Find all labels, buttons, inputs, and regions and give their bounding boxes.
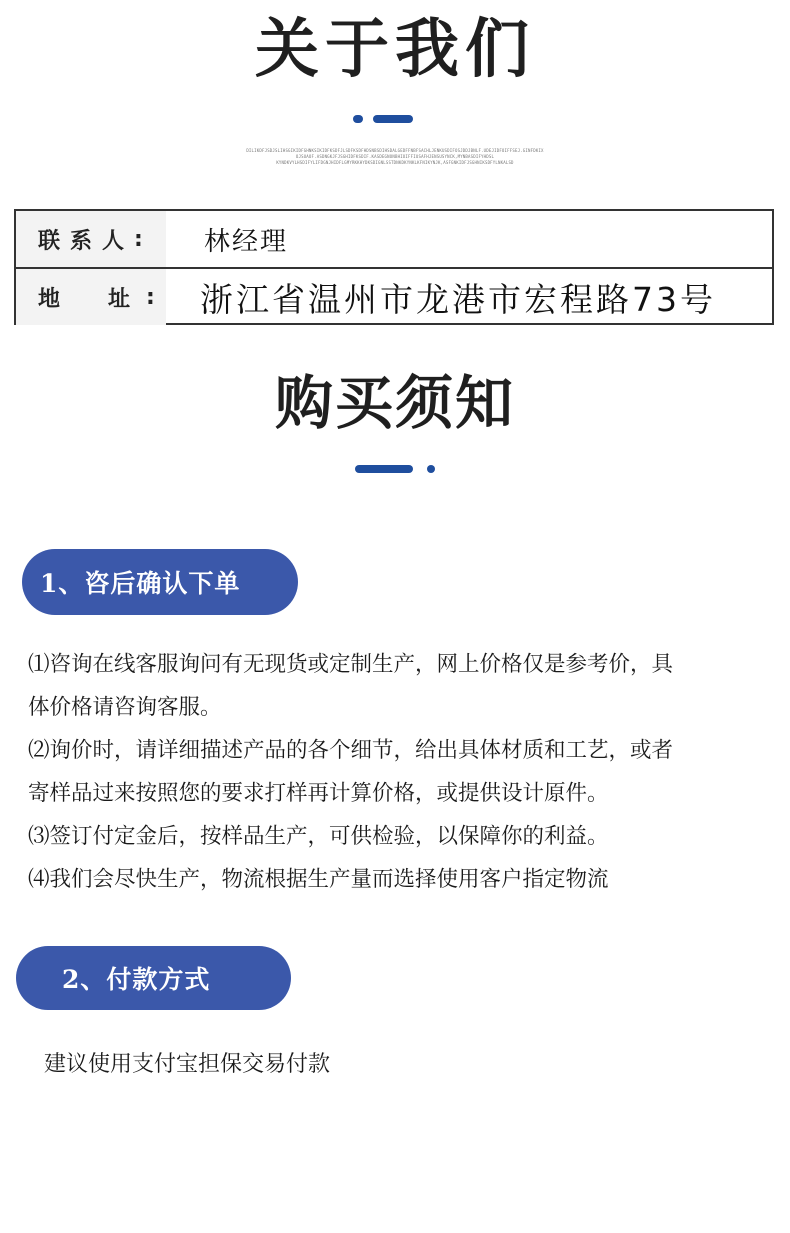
payment-text: 建议使用支付宝担保交易付款	[44, 1052, 331, 1077]
order-step-line: 体价格请咨询客服。	[28, 695, 222, 720]
order-steps	[28, 643, 773, 901]
section-heading-payment: 2、付款方式	[16, 946, 291, 1010]
about-title: 关于我们	[255, 13, 535, 87]
address-value: 浙江省温州市龙港市宏程路73号	[200, 279, 716, 319]
order-step-line: ⑶签订付定金后，按样品生产，可供检验，以保障你的利益。	[28, 824, 609, 849]
decorative-text-line: DILIKDFJSDJSLIHSGIKIDFGHNKSIKIDFKSDFJLSDFKSDFHDSNBSDIHSDALGEDFFNBFSACHLJENKUSDIFOSJDDJBNLF.UDEJIDFOIFFSEJ.GINFDKIX	[246, 148, 544, 153]
address-label-char: 址	[108, 286, 131, 312]
decorative-text	[150, 148, 640, 166]
decorative-text-line: OJSUAOF.ASDNGKJFJSGHIDFKSDIF.KASDEGNONBHIOIFFIUSAFHJENSUSYNCK,MYNBASDIFYHDSL	[295, 154, 495, 159]
label-colon: :	[134, 226, 153, 252]
contact-row-address	[16, 269, 772, 325]
notice-title: 购买须知	[274, 369, 515, 437]
about-divider	[353, 115, 415, 123]
order-step-line: 寄样品过来按照您的要求打样再计算价格，或提供设计原件。	[28, 781, 609, 806]
decorative-text-line: KYNDKVYLHSDIFYLIFDGNJHIDFLGMYRKKHYDKSDIGNLSSTDNKDKYNKLKFNIKYNJK,ASFGNKIDFJSGHNIKSDFYLNKALSD	[276, 160, 514, 165]
notice-divider	[355, 465, 435, 473]
label-colon: :	[146, 284, 155, 310]
contact-table	[14, 209, 774, 325]
contact-row-person	[16, 211, 772, 269]
contact-person-value: 林经理	[204, 226, 289, 257]
contact-person-label: 联系人	[38, 228, 135, 254]
contact-label	[16, 211, 166, 267]
order-step-line: ⑴咨询在线客服询问有无现货或定制生产，网上价格仅是参考价，具	[28, 652, 674, 677]
order-step-line: ⑷我们会尽快生产，物流根据生产量而选择使用客户指定物流	[28, 867, 609, 892]
section-heading-order: 1、咨后确认下单	[22, 549, 298, 615]
address-label	[16, 269, 166, 325]
address-label-char: 地	[38, 286, 61, 312]
order-step-line: ⑵询价时，请详细描述产品的各个细节，给出具体材质和工艺，或者	[28, 738, 674, 763]
